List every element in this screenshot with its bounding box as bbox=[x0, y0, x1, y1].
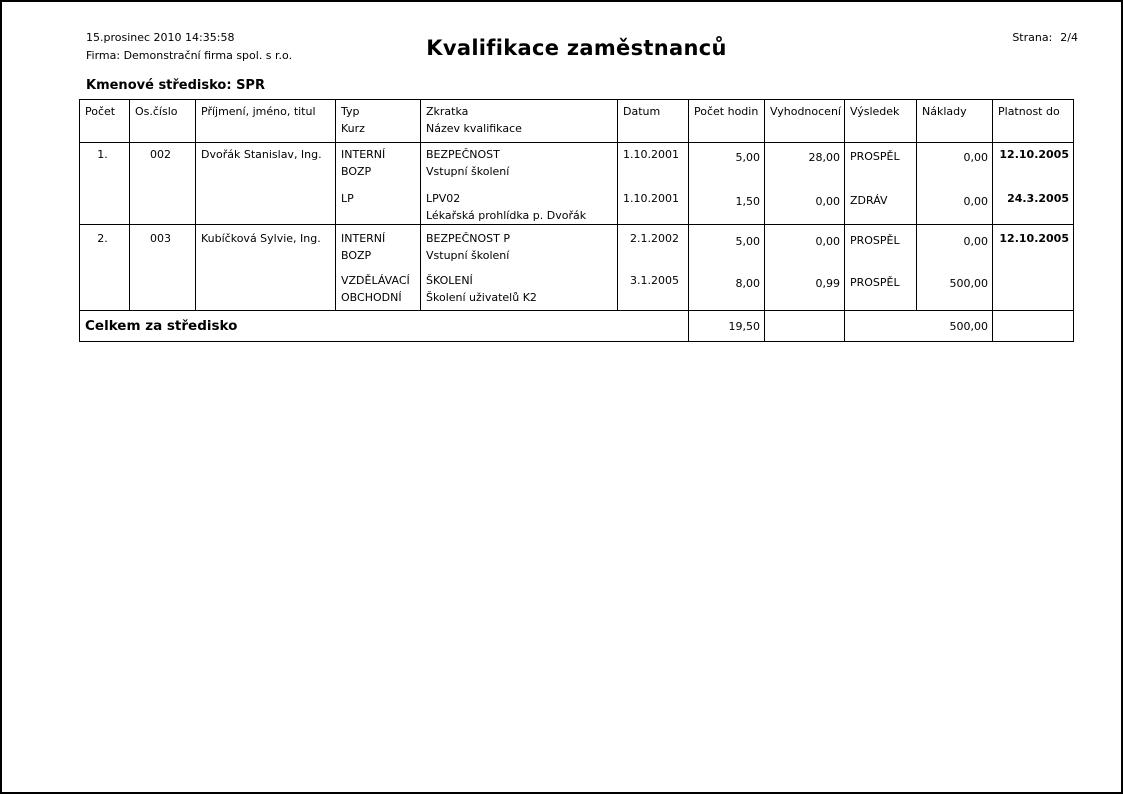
col-header-oscislo: Os.číslo bbox=[130, 100, 196, 142]
total-costs: 500,00 bbox=[845, 311, 993, 341]
cell-naklady: 0,00 500,00 bbox=[917, 225, 993, 310]
print-datetime: 15.prosinec 2010 14:35:58 bbox=[86, 31, 235, 44]
cell-index: 1. bbox=[80, 143, 130, 224]
cell-os-number: 003 bbox=[130, 225, 196, 310]
cell-datum: 1.10.2001 1.10.2001 bbox=[618, 143, 689, 224]
table-total-row bbox=[80, 311, 1073, 341]
page-indicator bbox=[1012, 31, 1078, 44]
cell-zkratka-nazev: BEZPEČNOST Vstupní školení LPV02 Lékařská prohlídka p. Dvořák bbox=[421, 143, 618, 224]
total-platnost-empty bbox=[993, 311, 1073, 341]
table-header-row bbox=[80, 100, 1073, 143]
col-header-zkratka-nazev: Zkratka Název kvalifikace bbox=[421, 100, 618, 142]
table-row-employee-2 bbox=[80, 225, 1073, 311]
col-header-name: Příjmení, jméno, titul bbox=[196, 100, 336, 142]
section-title: Kmenové středisko: SPR bbox=[86, 78, 265, 93]
col-header-platnost-do: Platnost do bbox=[998, 105, 1060, 118]
col-header-datum: Datum bbox=[618, 100, 689, 142]
cell-name: Dvořák Stanislav, Ing. bbox=[196, 143, 336, 224]
col-header-vyhodnoceni: Vyhodnocení bbox=[765, 100, 845, 142]
qualifications-table bbox=[79, 99, 1074, 342]
cell-pocet-hodin: 5,00 8,00 bbox=[689, 225, 765, 310]
report-title: Kvalifikace zaměstnanců bbox=[426, 36, 727, 60]
cell-typ-kurz: INTERNÍ BOZP VZDĚLÁVACÍ OBCHODNÍ bbox=[336, 225, 421, 310]
total-label: Celkem za středisko bbox=[80, 311, 689, 341]
cell-platnost-do: 12.10.2005 bbox=[999, 232, 1069, 245]
col-header-vysledek: Výsledek bbox=[845, 100, 917, 142]
table-row-employee-1 bbox=[80, 143, 1073, 225]
cell-pocet-hodin: 5,00 1,50 bbox=[689, 143, 765, 224]
page-number: 2/4 bbox=[1060, 31, 1078, 44]
cell-vysledek: PROSPĚL PROSPĚL bbox=[845, 225, 917, 310]
total-hours: 19,50 bbox=[689, 311, 765, 341]
cell-index: 2. bbox=[80, 225, 130, 310]
cell-typ-kurz: INTERNÍ BOZP LP bbox=[336, 143, 421, 224]
cell-name: Kubíčková Sylvie, Ing. bbox=[196, 225, 336, 310]
total-vyhodnoceni-empty bbox=[765, 311, 845, 341]
page-label: Strana: bbox=[1012, 31, 1053, 44]
cell-vyhodnoceni: 28,00 0,00 bbox=[765, 143, 845, 224]
col-header-pocet: Počet bbox=[80, 100, 130, 142]
col-header-pocet-hodin: Počet hodin bbox=[689, 100, 765, 142]
cell-naklady: 0,00 0,00 bbox=[917, 143, 993, 224]
company-name: Firma: Demonstrační firma spol. s r.o. bbox=[86, 49, 293, 62]
cell-datum: 2.1.2002 3.1.2005 bbox=[618, 225, 689, 310]
cell-os-number: 002 bbox=[130, 143, 196, 224]
cell-vyhodnoceni: 0,00 0,99 bbox=[765, 225, 845, 310]
col-header-typ-kurz: Typ Kurz bbox=[336, 100, 421, 142]
cell-platnost-do: 12.10.2005 24.3.2005 bbox=[999, 148, 1069, 205]
cell-zkratka-nazev: BEZPEČNOST P Vstupní školení ŠKOLENÍ Školení uživatelů K2 bbox=[421, 225, 618, 310]
cell-vysledek: PROSPĚL ZDRÁV bbox=[845, 143, 917, 224]
col-header-naklady: Náklady bbox=[917, 100, 993, 142]
